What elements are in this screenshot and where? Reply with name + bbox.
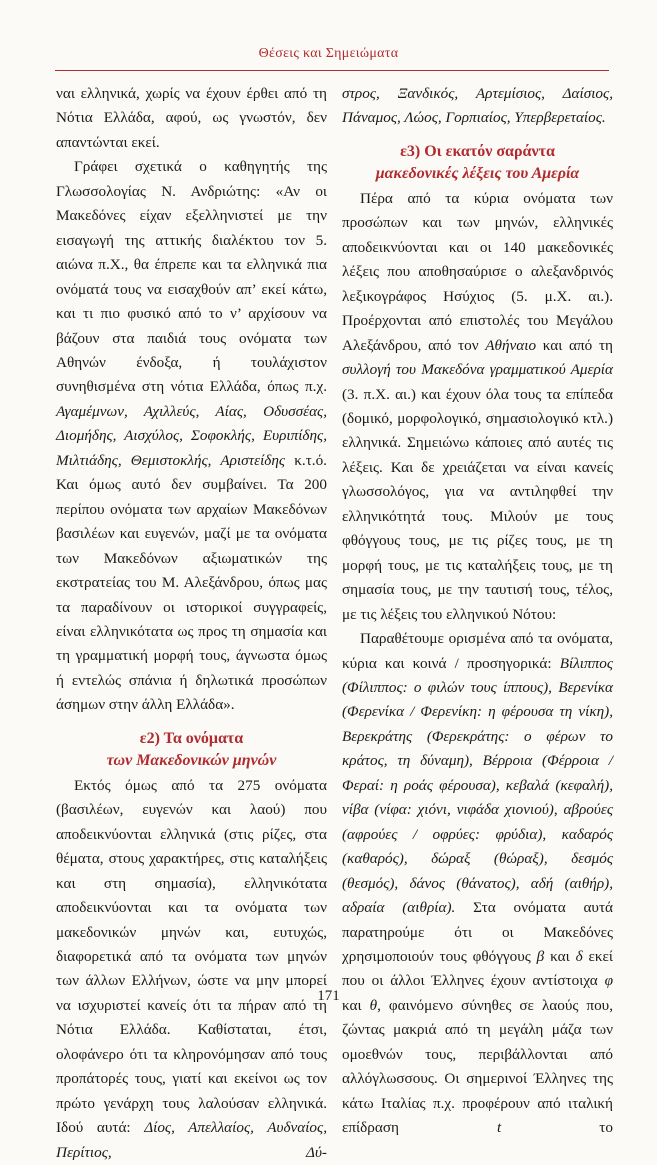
phoneme-t: t [497,1119,502,1137]
months-list-b: στρος, Ξανδικός, Αρτεμίσιος, Δαίσιος, Πάναμος, Λώος, Γορπιαίος, Υπερβερεταίος. [342,85,613,127]
quote-names: Αγαμέμνων, Αχιλλεύς, Αίας, Οδυσσέας, Διομήδης, Αισχύλος, Σοφοκλής, Ευριπίδης, Μιλτιάδης, Θεμιστοκλής, Αριστείδης [56,402,327,469]
paragraph-months-continued [342,82,613,131]
phoneme-delta: δ [575,947,583,965]
page-number: 171 [317,988,340,1004]
paragraph-quote [56,155,327,717]
section-heading-e2-line2: των Μακεδονικών μηνών [106,751,277,769]
words-text-g: το [501,1119,614,1137]
athenaio-ref: Αθήναιο [485,336,537,354]
amerias-text-b: και από τη [536,336,613,354]
words-intro: Παραθέτουμε ορισμένα από τα ονόματα, κύρια και κοινά / προσηγορικά: [342,630,613,672]
paragraph-continued: ναι ελληνικά, χωρίς να έχουν έρθει από τη Νότια Ελλάδα, αφού, ως γνωστόν, δεν απαντώνται εκεί. [56,85,327,151]
months-list-a: Δίος, Απελλαίος, Αυδναίος, Περίτιος, Δύ- [56,1119,327,1161]
phoneme-phi: φ [604,972,613,990]
section-heading-e3-line1: ε3) Οι εκατόν σαράντα [400,142,555,160]
months-text: Εκτός όμως από τα 275 ονόματα (βασιλέων, ευγενών και λαού) που αποδεικνύονται ελληνικά (στις ρίζες, στα θέματα, στους χαρακτήρες, στις καταλήξεις και στη σημασία), ελληνικότατα αποδεικνύονται και τα ονόματα των μακεδονικών μηνών και, ευτυχώς, διαφορετικά από τα ονόματα των μηνών των άλλων Ελλήνων, ώστε να μην μπορεί να ισχυριστεί κανείς ότι τα πήραν από τη Νότια Ελλάδα. Καθίσταται, έτσι, ολοφάνερο ότι τα κληρονόμησαν από τους προπάτορές τους, γιατί και εκείνοι ως τον πρώτο γενάρχη τους λαλούσαν ελληνικά. Ιδού αυτά: [56,776,327,1137]
amerias-text-c: (3. π.Χ. αι.) και έχουν όλα τους τα επίπεδα (δομικό, μορφολογικό, σημασιολογικό κτλ.) ελληνικά. Σημειώνω κάποιες από αυτές τις λέξεις. Και δε χρειάζεται να είναι κανείς γλωσσολόγος, για να αντιληφθεί την ελληνικότητά τους. Μιλούν με τους φθόγγους τους, με τις ρίζες τους, με τη μορφή τους, με τις καταλήξεις τους, με τη σημασία τους, με την ταυτισή τους, τέλος, με τις λέξεις του ελληνικού Νότου: [342,385,613,623]
paragraph-amerias [342,187,613,627]
section-heading-e3-line2: μακεδονικές λέξεις του Αμερία [375,164,580,182]
paragraph-months [56,774,327,1165]
header-rule [55,70,609,71]
right-column [342,82,613,1141]
words-text-e: και [342,996,370,1014]
words-text-f: , φαινόμενο σύνηθες σε λαούς που, ζώντας μακριά από τη μεγάλη μάζα των ομοεθνών τους, περιβάλλονται από αλλόγλωσσους. Οι σημερινοί Έλληνες της κάτω Ιταλίας π.χ. προφέρουν από ιταλική επίδραση [342,996,613,1137]
phoneme-beta: β [536,947,545,965]
section-heading-e3 [342,141,613,185]
words-text-d: εκεί που οι άλλοι Έλληνες έχουν αντίστοιχα [342,947,613,990]
words-text-c: και [544,947,576,965]
syllogi-ref: συλλογή του Μακεδόνα γραμματικού Αμερία [342,361,613,379]
quote-text-b: κ.τ.ό. Και όμως αυτό δεν συμβαίνει. Τα 200 περίπου ονόματα των αρχαίων Μακεδόνων βασιλέων και ευγενών, μαζί με τα ονόματα των Μακεδόνων αξιωματικών της εκστρατείας του Μ. Αλεξάνδρου, όπως μας τα παραδίνουν οι ιστορικοί συγγραφείς, είναι ελληνικότατα ως προς τη σημασία και τη γραμματική μορφή τους, άγνωστα όμως ή εντελώς σπάνια ή δηλωτικά προσώπων άσημων στην άλλη Ελλάδα». [56,451,327,714]
quote-text-a: Γράφει σχετικά ο καθηγητής της Γλωσσολογίας Ν. Ανδριώτης: «Αν οι Μακεδόνες είχαν εξελληνιστεί με την εισαγωγή της αττικής διαλέκτου τον 5. αιώνα π.Χ., θα έπρεπε και τα ελληνικά πια ονόματά τους να εισαχθούν απ’ εκεί κάτω, και τι πιο φυσικό από το ν’ αρχίσουν να βάζουν στα παιδιά τους ονόματα των Αθηνών ένδοξα, ή τουλάχιστον συνηθισμένα στη νότια Ελλάδα, όπως π.χ. [56,158,327,396]
section-heading-e2 [56,728,327,772]
words-list: Βίλιππος (Φίλιππος: ο φιλών τους ίππους), Βερενίκα (Φερενίκα / Φερενίκη: η φέρουσα τη νίκη), Βερεκράτης (Φερεκράτης: ο φέρων το κράτος, τη δύναμη), Βέρροια (Φέρροια / Φεραί: η ροάς φέρουσα), κεβαλά (κεφαλή), νίβα (νίφα: χιόνι, νιφάδα χιονιού), αβρούες (αφρούες / οφρύες: φρύδια), καδαρός (καθαρός), δώραξ (θώραξ), δεσμός (θεσμός), δάνος (θάνατος), αδή (αιθήρ), αδραία (αιθρία). [342,654,613,917]
running-header: Θέσεις και Σημειώματα [258,46,399,61]
section-heading-e2-line1: ε2) Τα ονόματα [139,729,244,747]
paragraph-words [342,627,613,1141]
phoneme-theta: θ [369,996,378,1014]
amerias-text-a: Πέρα από τα κύρια ονόματα των προσώπων και των μηνών, ελληνικές αποδεικνύονται και οι 140 μακεδονικές λέξεις που αποθησαύρισε ο αλεξανδρινός λεξικογράφος Ησύχιος (5. μ.Χ. αι.). Προέρχονται από επιστολές του Μεγάλου Αλεξάνδρου, από τον [342,189,613,354]
words-text-b: Στα ονόματα αυτά παρατηρούμε ότι οι Μακεδόνες χρησιμοποιούν τους φθόγγους [342,899,613,965]
